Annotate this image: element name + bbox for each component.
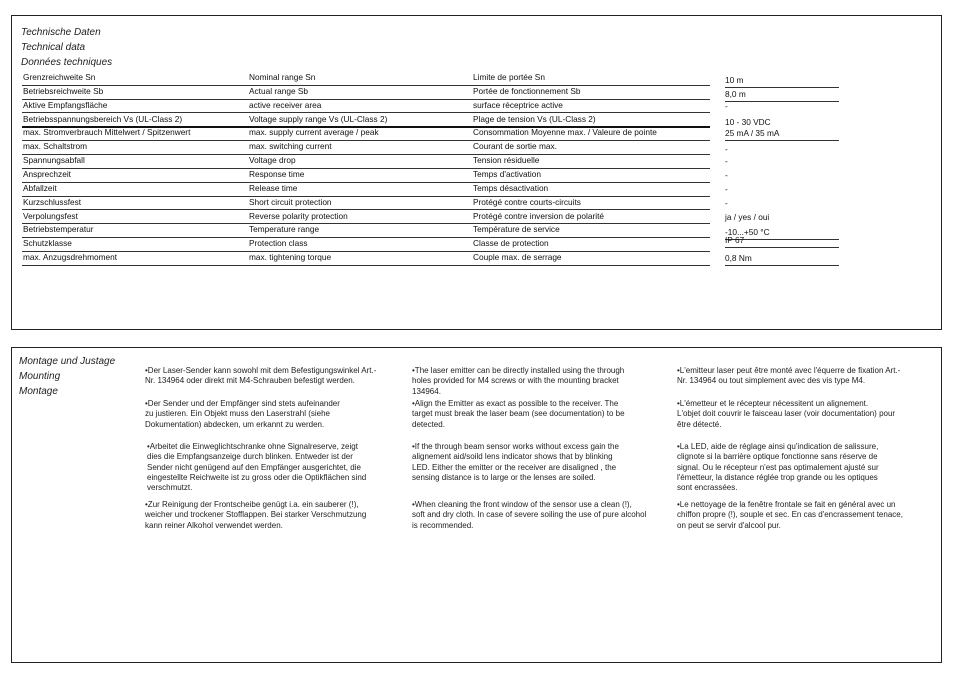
text-line: alignement aid/soild lens indicator shows that by blinking <box>412 452 613 462</box>
cell-en: Response time <box>249 168 305 179</box>
paragraph-en <box>412 366 677 397</box>
cell-en: Protection class <box>249 238 308 249</box>
table-row <box>22 99 710 114</box>
text-line: signal. Ou le récepteur n'est pas optimalement ajusté sur <box>677 462 879 472</box>
table-row <box>22 140 710 155</box>
text-line: •If the through beam sensor works without excess gain the <box>412 442 619 451</box>
text-line: 134964. <box>412 386 441 396</box>
table-row <box>22 251 710 266</box>
heading-de: Montage und Justage <box>19 356 116 367</box>
cell-de: Verpolungsfest <box>23 210 78 221</box>
text-line: on peut se servir d'alcool pur. <box>677 520 781 530</box>
cell-de: Spannungsabfall <box>23 155 85 166</box>
text-line: kann reiner Alkohol verwendet werden. <box>145 520 283 530</box>
cell-en: max. tightening torque <box>249 252 332 263</box>
paragraph-fr <box>677 442 942 493</box>
value-cell: - <box>725 100 728 111</box>
text-line: être détecté. <box>677 419 722 429</box>
table-row <box>22 154 710 169</box>
value-cell: - <box>725 156 728 167</box>
technical-data-heading <box>21 25 112 70</box>
cell-en: Voltage supply range Vs (UL-Class 2) <box>249 113 388 124</box>
text-line: dies die Empfangsanzeige durch blinken. Entweder ist der <box>147 452 353 462</box>
cell-fr: Temps d'activation <box>473 168 541 179</box>
cell-de: Grenzreichweite Sn <box>23 72 96 82</box>
table-row <box>22 168 710 183</box>
text-line: is recommended. <box>412 520 474 530</box>
cell-fr: Couple max. de serrage <box>473 252 562 263</box>
cell-de: Abfallzeit <box>23 182 57 193</box>
text-line: holes provided for M4 screws or with the mounting bracket <box>412 376 619 386</box>
text-line: L'objet doit couvrir le faisceau laser (voir documentation) pour <box>677 409 896 419</box>
text-line: •Le nettoyage de la fenêtre frontale se fait en général avec un <box>677 500 896 509</box>
cell-en: Actual range Sb <box>249 85 309 96</box>
text-line: •Der Laser-Sender kann sowohl mit dem Befestigungswinkel Art.- <box>145 366 377 375</box>
text-line: •Align the Emitter as exact as possible to the receiver. The <box>412 399 619 408</box>
text-line: detected. <box>412 419 445 429</box>
paragraph-en <box>412 442 677 483</box>
cell-de: Ansprechzeit <box>23 168 71 179</box>
paragraph-de <box>145 366 410 387</box>
value-cell: 25 mA / 35 mA <box>725 126 839 141</box>
cell-en: max. switching current <box>249 141 332 152</box>
cell-fr: Plage de tension Vs (UL-Class 2) <box>473 113 596 124</box>
value-cell: - <box>725 183 728 194</box>
cell-en: Nominal range Sn <box>249 72 316 82</box>
mounting-heading <box>19 354 115 399</box>
value-cell: IP 67 <box>725 233 839 248</box>
table-row <box>22 182 710 197</box>
text-line: zu justieren. Ein Objekt muss den Laserstrahl (siehe <box>145 409 330 419</box>
value-cell: - <box>725 144 728 155</box>
cell-en: max. supply current average / peak <box>249 127 379 138</box>
text-line: l'émetteur, la distance réglée trop grande ou les optiques <box>677 472 878 482</box>
text-line: Dokumentation) abdecken, um erkannt zu werden. <box>145 419 325 429</box>
cell-de: Aktive Empfangsfläche <box>23 99 108 110</box>
value-cell: 0,8 Nm <box>725 251 839 266</box>
table-row <box>22 223 710 238</box>
value-cell: 8,0 m <box>725 87 839 102</box>
heading-en: Technical data <box>21 42 86 53</box>
table-row <box>22 126 710 141</box>
heading-en: Mounting <box>19 371 61 382</box>
text-line: Nr. 134964 ou tout simplement avec des vis type M4. <box>677 376 866 386</box>
text-line: eingestellte Reichweite ist zu gross oder die Optikflächen sind <box>147 472 367 482</box>
heading-de: Technische Daten <box>21 27 101 38</box>
value-cell: ja / yes / oui <box>725 211 770 222</box>
cell-en: Temperature range <box>249 224 320 235</box>
table-row <box>22 71 710 86</box>
cell-fr: Classe de protection <box>473 238 549 249</box>
table-row <box>22 210 710 225</box>
cell-fr: surface réceptrice active <box>473 99 563 110</box>
table-row <box>22 85 710 100</box>
paragraph-fr <box>677 366 942 387</box>
table-row <box>22 237 710 252</box>
cell-en: active receiver area <box>249 99 322 110</box>
cell-en: Reverse polarity protection <box>249 210 348 221</box>
text-line: weicher und trockener Stofflappen. Bei starker Verschmutzung <box>145 510 367 520</box>
heading-fr: Montage <box>19 386 58 397</box>
cell-de: Schutzklasse <box>23 238 72 249</box>
cell-fr: Consommation Moyenne max. / Valeure de pointe <box>473 127 657 138</box>
cell-de: max. Anzugsdrehmoment <box>23 252 118 263</box>
text-line: sont encrassées. <box>677 483 738 493</box>
cell-en: Release time <box>249 182 298 193</box>
text-line: •When cleaning the front window of the sensor use a clean (!), <box>412 500 632 509</box>
text-line: •L'émetteur et le récepteur nécessitent un alignement. <box>677 399 869 408</box>
value-cell: - <box>725 169 728 180</box>
value-cell: 10 m <box>725 73 839 88</box>
cell-fr: Tension résiduelle <box>473 155 540 166</box>
text-line: chiffon propre (!), souple et sec. En cas d'encrassement tenace, <box>677 510 903 520</box>
cell-fr: Courant de sortie max. <box>473 141 557 152</box>
paragraph-en <box>412 500 677 531</box>
cell-en: Short circuit protection <box>249 196 332 207</box>
paragraph-de <box>147 442 412 493</box>
paragraph-de <box>145 500 410 531</box>
text-line: •Arbeitet die Einweglichtschranke ohne Signalreserve, zeigt <box>147 442 358 451</box>
text-line: •Der Sender und der Empfänger sind stets aufeinander <box>145 399 340 408</box>
text-line: clignote si la barrière optique fonctionne sans réserve de <box>677 452 878 462</box>
text-line: •L'emitteur laser peut être monté avec l'équerre de fixation Art.- <box>677 366 901 375</box>
text-line: soft and dry cloth. In case of severe soiling the use of pure alcohol <box>412 510 647 520</box>
cell-fr: Temps désactivation <box>473 182 549 193</box>
cell-fr: Protégé contre inversion de polarité <box>473 210 604 221</box>
cell-de: Betriebstemperatur <box>23 224 94 235</box>
cell-de: Betriebsspannungsbereich Vs (UL-Class 2) <box>23 113 183 124</box>
text-line: •Zur Reinigung der Frontscheibe genügt i.a. ein sauberer (!), <box>145 500 359 509</box>
cell-en: Voltage drop <box>249 155 296 166</box>
paragraph-fr <box>677 500 942 531</box>
cell-de: max. Schaltstrom <box>23 141 88 152</box>
value-cell: 10 - 30 VDC <box>725 116 771 127</box>
paragraph-de <box>145 399 410 430</box>
text-line: •The laser emitter can be directly installed using the through <box>412 366 625 375</box>
cell-de: max. Stromverbrauch Mittelwert / Spitzenwert <box>23 127 191 138</box>
text-line: LED. Either the emitter or the receiver are disaligned , the <box>412 462 617 472</box>
text-line: sensing distance is to large or the lenses are soiled. <box>412 472 596 482</box>
paragraph-en <box>412 399 677 430</box>
value-cell: - <box>725 197 728 208</box>
cell-fr: Portée de fonctionnement Sb <box>473 85 581 96</box>
text-line: target must break the laser beam (see documentation) to be <box>412 409 625 419</box>
paragraph-fr <box>677 399 942 430</box>
text-line: verschmutzt. <box>147 483 193 493</box>
cell-de: Kurzschlussfest <box>23 196 82 207</box>
cell-fr: Température de service <box>473 224 560 235</box>
text-line: •La LED, aide de réglage ainsi qu'indication de salissure, <box>677 442 879 451</box>
cell-fr: Limite de portée Sn <box>473 72 545 82</box>
value-cell: -10...+50 °C <box>725 225 839 240</box>
heading-fr: Données techniques <box>21 57 113 68</box>
text-line: Nr. 134964 oder direkt mit M4-Schrauben befestigt werden. <box>145 376 355 386</box>
table-row <box>22 196 710 211</box>
text-line: Sender nicht genügend auf den Empfänger ausgerichtet, die <box>147 462 361 472</box>
cell-fr: Protégé contre courts-circuits <box>473 196 581 207</box>
cell-de: Betriebsreichweite Sb <box>23 85 104 96</box>
